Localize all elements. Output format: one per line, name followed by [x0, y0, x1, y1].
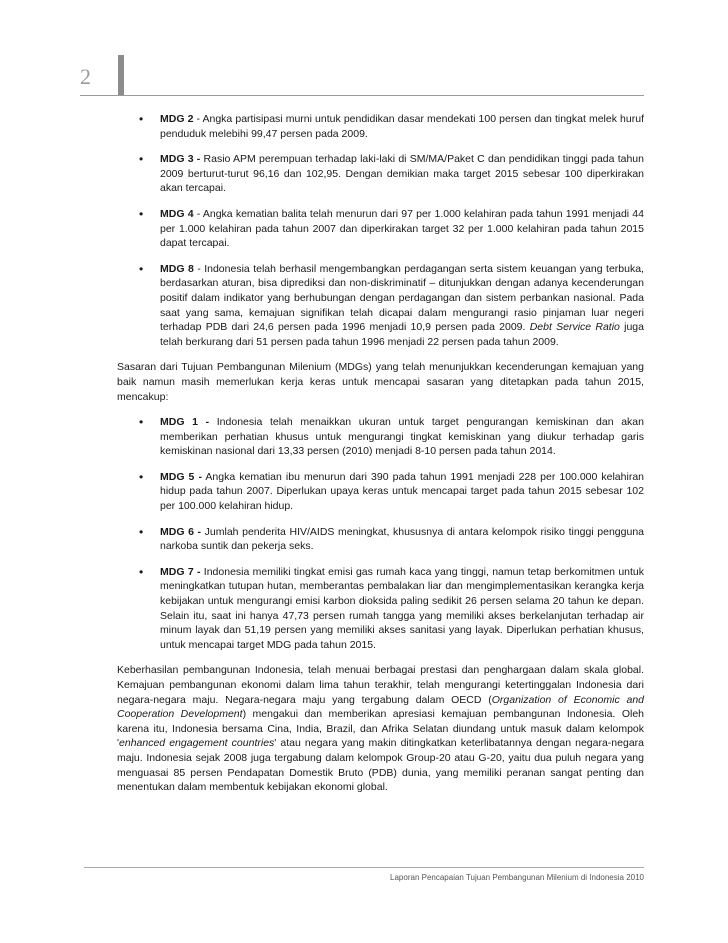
list-item-mdg7	[117, 565, 644, 653]
paragraph-italic: enhanced engagement countries	[119, 737, 275, 750]
page-content	[117, 112, 644, 806]
mdg-text: - Indonesia telah berhasil mengembangkan perdagangan serta sistem keuangan yang terbuka, berdasarkan aturan, bisa diprediksi dan non-diskriminatif – ditunjukkan dengan adanya kecenderungan positif dalam indikator yang berhubungan dengan perdagangan dan sistem perbankan nasional. Pada saat yang sama, kemajuan signifikan telah dicapai dalam mengurangi rasio pinjaman luar negeri terhadap PDB dari 24,6 persen pada 1996 menjadi 10,9 persen pada 2009.	[160, 262, 644, 334]
header-bar	[118, 55, 124, 95]
bullet-icon: •	[139, 152, 144, 167]
list-item-mdg1	[117, 415, 644, 459]
footer-rule	[84, 867, 644, 868]
footer-text: Laporan Pencapaian Tujuan Pembangunan Milenium di Indonesia 2010	[390, 873, 644, 882]
bullet-icon: •	[139, 469, 144, 484]
mdg-label: MDG 5 -	[160, 470, 202, 483]
mdg-list-achieved	[117, 112, 644, 349]
bullet-icon: •	[139, 206, 144, 221]
mdg-label: MDG 2	[160, 113, 194, 125]
paragraph-text: Keberhasilan pembangunan Indonesia, telah menuai berbagai prestasi dan penghargaan dalam skala global. Kemajuan pembangunan ekonomi dalam lima tahun terakhir, telah mengurangi ketertinggalan Indonesia dari negara-negara maju. Negara-negara maju yang tergabung dalam OECD (	[117, 664, 644, 706]
list-item-mdg4	[117, 207, 644, 251]
list-item-mdg5	[117, 470, 644, 514]
list-item-mdg8	[117, 262, 644, 350]
list-item-mdg3	[117, 152, 644, 196]
mdg-label: MDG 4	[160, 207, 194, 220]
list-item-mdg6	[117, 525, 644, 554]
paragraph-text: ' atau negara yang makin ditingkatkan keterlibatannya dengan negara-negara maju. Indonesia sejak 2008 juga tergabung dalam kelompok Group-20 atau G-20, yaitu dua puluh negara yang menguasai 85 persen Pendapatan Domestik Bruto (PDB) dunia, yang memiliki peranan sangat penting dan menentukan dalam membentuk kebijakan ekonomi global.	[117, 737, 644, 794]
paragraph-text: ) mengakui dan memberikan apresiasi kemajuan pembangunan Indonesia. Oleh karena itu, Indonesia bersama Cina, India, Brazil, dan Afrika Selatan diundang untuk masuk dalam kelompok '	[117, 708, 644, 750]
mdg-text: Rasio APM perempuan terhadap laki-laki di SM/MA/Paket C dan pendidikan tinggi pada tahun 2009 berturut-turut 96,16 dan 102,95. Dengan demikian maka target 2015 sebesar 100 diperkirakan akan tercapai.	[160, 153, 644, 195]
mdg-text-italic: Debt Service Ratio	[529, 321, 620, 334]
mdg-text: Indonesia memiliki tingkat emisi gas rumah kaca yang tinggi, namun tetap berkomitmen untuk meningkatkan tutupan hutan, memberantas pembalakan liar dan mengimplementasikan kerangka kerja kebijakan untuk mengurangi emisi karbon dioksida paling sedikit 26 persen selama 20 tahun ke depan. Selain itu, saat ini hanya 47,73 persen rumah tangga yang memiliki akses berkelanjutan terhadap air minum layak dan 51,19 persen yang memiliki akses sanitasi yang layak. Diperlukan perhatian khusus, untuk mencapai target MDG pada tahun 2015.	[160, 565, 645, 651]
mdg-label: MDG 7 -	[160, 565, 201, 578]
mdg-text: - Angka partisipasi murni untuk pendidikan dasar mendekati 100 persen dan tingkat melek huruf penduduk melebihi 99,47 persen pada 2009.	[160, 113, 644, 140]
paragraph-intro: Sasaran dari Tujuan Pembangunan Milenium (MDGs) yang telah menunjukkan kecenderungan kemajuan yang baik namun masih memerlukan kerja keras untuk mencapai sasaran yang ditetapkan pada tahun 2015, mencakup:	[117, 361, 644, 403]
bullet-icon: •	[139, 415, 144, 430]
paragraph-closing	[117, 663, 644, 794]
bullet-icon: •	[139, 261, 144, 276]
bullet-icon: •	[139, 112, 144, 126]
list-item-mdg2	[117, 112, 644, 141]
mdg-text-after: juga telah berkurang dari 51 persen pada tahun 1996 menjadi 22 persen pada tahun 2009.	[160, 321, 644, 348]
mdg-label: MDG 8	[160, 262, 194, 275]
mdg-label: MDG 3 -	[160, 153, 201, 166]
paragraph-italic: Organization of Economic and Cooperation Development	[117, 693, 645, 721]
mdg-text: Jumlah penderita HIV/AIDS meningkat, khususnya di antara kelompok risiko tinggi pengguna narkoba suntik dan pekerja seks.	[160, 525, 644, 553]
mdg-text: Indonesia telah menaikkan ukuran untuk target pengurangan kemiskinan dan akan memberikan perhatian khusus untuk mengurangi tingkat kemiskinan yang diukur terhadap garis kemiskinan nasional dari 13,33 persen (2010) menjadi 8-10 persen pada tahun 2014.	[160, 416, 644, 458]
bullet-icon: •	[139, 524, 144, 539]
mdg-label: MDG 6 -	[160, 525, 202, 538]
page-number: 2	[80, 64, 91, 89]
mdg-label: MDG 1 -	[160, 416, 210, 429]
mdg-text: - Angka kematian balita telah menurun dari 97 per 1.000 kelahiran pada tahun 1991 menjadi 44 per 1.000 kelahiran pada tahun 2007 dan diperkirakan target 32 per 1.000 kelahiran pada tahun 2015 dapat tercapai.	[160, 207, 644, 250]
bullet-icon: •	[139, 564, 144, 579]
header-rule	[80, 95, 644, 96]
mdg-text: Angka kematian ibu menurun dari 390 pada tahun 1991 menjadi 228 per 100.000 kelahiran hidup pada tahun 2007. Diperlukan upaya keras untuk mencapai target pada tahun 2015 sebesar 102 per 100.000 kelahiran hidup.	[160, 470, 644, 513]
mdg-list-progress	[117, 415, 644, 652]
